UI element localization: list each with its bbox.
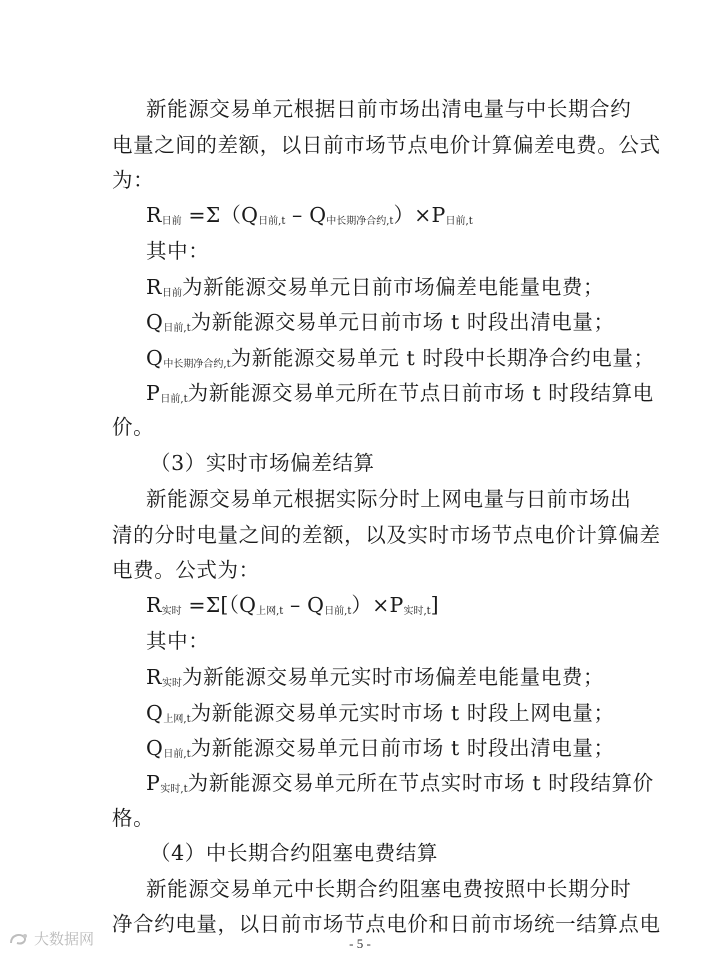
definition-line: $P_{日前,t}$为新能源交易单元所在节点日前市场 t 时段结算电 <box>146 381 654 405</box>
section-heading: （3）实时市场偏差结算 <box>150 451 375 475</box>
definition-line: $Q_{中长期净合约,t}$为新能源交易单元 t 时段中长期净合约电量； <box>146 346 655 370</box>
paragraph-line: 新能源交易单元中长期合约阻塞电费按照中长期分时 <box>146 877 632 901</box>
page-number: - 5 - <box>349 936 371 951</box>
watermark <box>8 928 94 949</box>
paragraph-line: 为： <box>112 168 155 192</box>
paragraph-line: 净合约电量，以日前市场节点电价和日前市场统一结算点电 <box>112 912 661 936</box>
paragraph-line: 新能源交易单元根据实际分时上网电量与日前市场出 <box>146 487 632 511</box>
where-label: 其中： <box>146 629 210 653</box>
paragraph-line: 格。 <box>112 806 155 830</box>
section-heading: （4）中长期合约阻塞电费结算 <box>150 841 438 865</box>
where-label: 其中： <box>146 239 210 263</box>
formula-day-ahead: $R_{日前} =\Sigma(Q_{日前,t} - Q_{中长期净合约,t})\times P_{日前,t}$ <box>146 203 473 227</box>
definition-line: $R_{实时}$为新能源交易单元实时市场偏差电能量电费； <box>146 665 605 689</box>
definition-line: $Q_{日前,t}$为新能源交易单元日前市场 t 时段出清电量； <box>146 310 615 334</box>
definition-line: $R_{日前}$为新能源交易单元日前市场偏差电能量电费； <box>146 275 605 299</box>
paragraph-line: 电费。公式为： <box>112 558 260 582</box>
watermark-text: 大数据网 <box>34 930 95 948</box>
logo-icon <box>8 931 30 947</box>
definition-line: $P_{实时,t}$为新能源交易单元所在节点实时市场 t 时段结算价 <box>146 771 654 795</box>
formula-real-time: $R_{实时} =\Sigma[(Q_{上网,t} - Q_{日前,t})\times P_{实时,t}]$ <box>146 593 439 617</box>
paragraph-line: 新能源交易单元根据日前市场出清电量与中长期合约 <box>146 97 632 121</box>
paragraph-line: 价。 <box>112 415 155 439</box>
definition-line: $Q_{日前,t}$为新能源交易单元日前市场 t 时段出清电量； <box>146 736 615 760</box>
paragraph-line: 电量之间的差额，以日前市场节点电价计算偏差电费。公式 <box>112 133 661 157</box>
definition-line: $Q_{上网,t}$为新能源交易单元实时市场 t 时段上网电量； <box>146 701 615 725</box>
paragraph-line: 清的分时电量之间的差额，以及实时市场节点电价计算偏差 <box>112 523 661 547</box>
